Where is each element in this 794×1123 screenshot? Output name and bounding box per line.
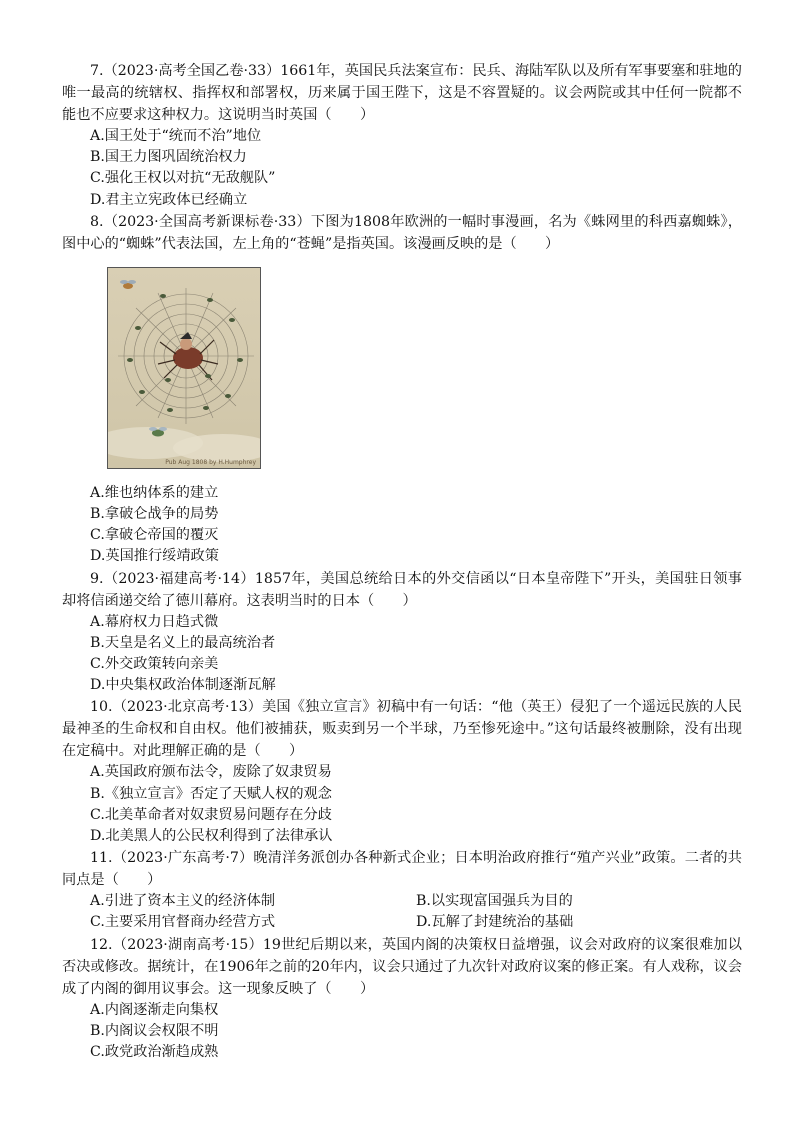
question-9-option-d: D.中央集权政治体制逐渐瓦解 <box>90 677 276 694</box>
question-11-option-b: B.以实现富国强兵为目的 <box>416 893 573 910</box>
question-10-option-b: B.《独立宣言》否定了天赋人权的观念 <box>90 785 332 802</box>
cartoon-illustration <box>108 268 260 468</box>
question-9 <box>62 568 742 697</box>
question-10-option-c: C.北美革命者对奴隶贸易问题存在分歧 <box>90 806 332 823</box>
question-11-options-row-2 <box>62 912 742 933</box>
question-8-option-c: C.拿破仑帝国的覆灭 <box>90 527 219 544</box>
question-7-option-c: C.强化王权以对抗“无敌舰队” <box>90 170 276 187</box>
question-9-stem: 9.（2023·福建高考·14）1857年，美国总统给日本的外交信函以“日本皇帝陛下”开头，美国驻日领事却将信函递交给了德川幕府。这表明当时的日本（ ） <box>62 570 742 609</box>
question-7 <box>62 60 742 211</box>
question-8-stem: 8.（2023·全国高考新课标卷·33）下图为1808年欧洲的一幅时事漫画，名为《蛛网里的科西嘉蜘蛛》，图中心的“蜘蛛”代表法国，左上角的“苍蝇”是指英国。该漫画反映的是（ ） <box>62 213 742 252</box>
question-12-option-b: B.内阁议会权限不明 <box>90 1022 219 1039</box>
question-11-option-d: D.瓦解了封建统治的基础 <box>416 914 574 931</box>
question-10-option-a: A.英国政府颁布法令，废除了奴隶贸易 <box>90 764 332 781</box>
question-7-option-d: D.君主立宪政体已经确立 <box>90 191 248 208</box>
question-7-stem: 7.（2023·高考全国乙卷·33）1661年，英国民兵法案宣布：民兵、海陆军队以及所有军事要塞和驻地的唯一最高的统辖权、指挥权和部署权，历来属于国王陛下，这是不容置疑的。议会两院或其中任何一院都不能也不应要求这种权力。这说明当时英国（ ） <box>62 63 742 123</box>
question-11-stem: 11.（2023·广东高考·7）晚清洋务派创办各种新式企业；日本明治政府推行“殖产兴业”政策。二者的共同点是（ ） <box>62 850 742 889</box>
question-8-option-d: D.英国推行绥靖政策 <box>90 548 219 565</box>
question-12 <box>62 934 742 1064</box>
question-10 <box>62 696 742 847</box>
question-7-option-b: B.国王力图巩固统治权力 <box>90 149 247 166</box>
question-8 <box>62 211 742 568</box>
question-12-stem: 12.（2023·湖南高考·15）19世纪后期以来，英国内阁的决策权日益增强，议会对政府的议案很难加以否决或修改。据统计，在1906年之前的20年内，议会只通过了九次针对政府议案的修正案。有人戏称，议会成了内阁的御用议事会。这一现象反映了（ ） <box>62 936 742 997</box>
question-11-option-c: C.主要采用官督商办经营方式 <box>90 914 276 931</box>
exam-page <box>62 60 742 1063</box>
question-7-option-a: A.国王处于“统而不治”地位 <box>90 128 262 144</box>
question-9-option-a: A.幕府权力日趋式微 <box>90 613 219 630</box>
question-8-option-b: B.拿破仑战争的局势 <box>90 506 219 523</box>
question-9-option-b: B.天皇是名义上的最高统治者 <box>90 634 276 651</box>
question-12-option-a: A.内阁逐渐走向集权 <box>90 1001 219 1018</box>
spider-web-cartoon-image <box>107 267 261 469</box>
question-11-options-row-1 <box>62 891 742 912</box>
cartoon-publisher-mark: Pub Aug 1808 by H.Humphrey <box>165 458 256 466</box>
question-10-option-d: D.北美黑人的公民权利得到了法律承认 <box>90 828 333 845</box>
question-8-option-a: A.维也纳体系的建立 <box>90 484 219 501</box>
question-9-option-c: C.外交政策转向亲美 <box>90 656 219 673</box>
question-10-stem: 10.（2023·北京高考·13）美国《独立宣言》初稿中有一句话：“他（英王）侵犯了一个遥远民族的人民最神圣的生命权和自由权。他们被捕获，贩卖到另一个半球，乃至惨死途中。”这句话最终被删除，没有出现在定稿中。对此理解正确的是（ ） <box>62 699 742 760</box>
question-11 <box>62 847 742 933</box>
question-12-option-c: C.政党政治渐趋成熟 <box>90 1044 219 1061</box>
question-11-option-a: A.引进了资本主义的经济体制 <box>90 893 276 910</box>
